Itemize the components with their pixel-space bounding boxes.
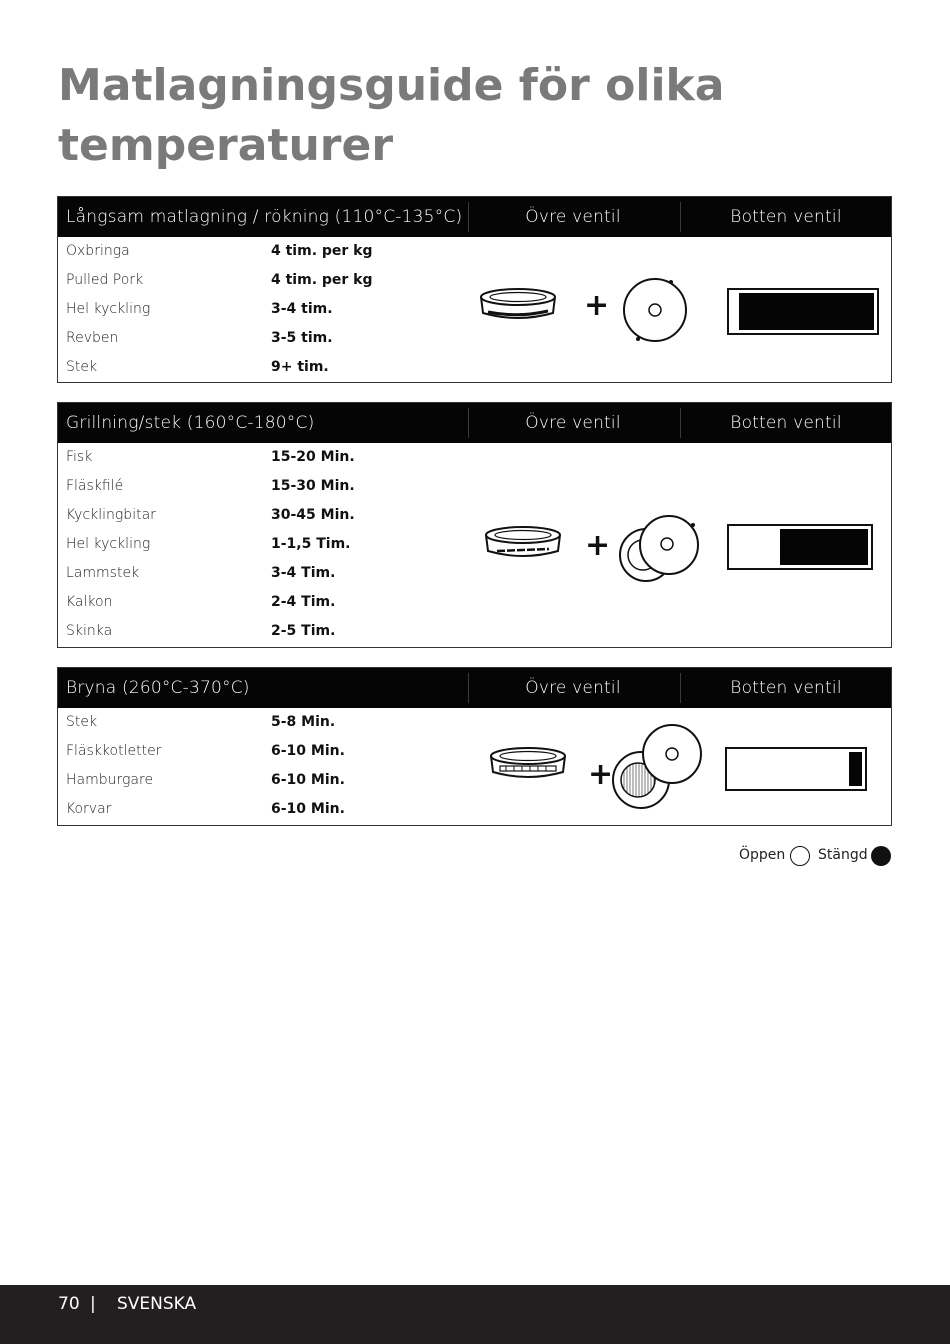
cook-time: 3-4 tim.: [271, 301, 333, 317]
upper-vent-illustration: [483, 513, 708, 585]
table-row: [58, 530, 458, 559]
bottom-vent-closed-fill: [780, 529, 868, 565]
cook-time: 15-30 Min.: [271, 478, 355, 494]
cook-time: 3-4 Tim.: [271, 565, 336, 581]
section-header: [58, 403, 891, 443]
upper-vent-label: Övre ventil: [525, 207, 621, 227]
footer-language: SVENSKA: [117, 1294, 197, 1314]
bottom-vent-slider: [727, 524, 873, 570]
vent-disc-icon: [613, 725, 701, 808]
section-grilling: [57, 402, 892, 648]
food-name: Pulled Pork: [66, 272, 144, 288]
vent-disc-icon: [624, 279, 686, 341]
section-title: Bryna (260°C-370°C): [66, 678, 250, 698]
table-row: [58, 443, 458, 472]
lower-vent-label: Botten ventil: [730, 413, 842, 433]
food-name: Fläskfilé: [66, 478, 124, 494]
cook-time: 6-10 Min.: [271, 743, 345, 759]
table-row: [58, 324, 458, 353]
upper-vent-label: Övre ventil: [525, 413, 621, 433]
cook-time: 4 tim. per kg: [271, 243, 373, 259]
table-row: [58, 237, 458, 266]
food-name: Kalkon: [66, 594, 113, 610]
bottom-vent-slider: [727, 288, 879, 335]
lid-vent-icon: [481, 289, 555, 318]
cook-time: 15-20 Min.: [271, 449, 355, 465]
table-row: [58, 588, 458, 617]
table-row: [58, 501, 458, 530]
table-row: [58, 472, 458, 501]
table-row: [58, 737, 458, 766]
upper-vent-illustration: [478, 275, 698, 347]
section-searing: [57, 667, 892, 826]
footer-separator: |: [90, 1294, 96, 1314]
food-name: Hamburgare: [66, 772, 154, 788]
food-name: Fläskkotletter: [66, 743, 162, 759]
lower-vent-label: Botten ventil: [730, 207, 842, 227]
section-title: Grillning/stek (160°C-180°C): [66, 413, 315, 433]
cook-time: 9+ tim.: [271, 359, 329, 375]
food-name: Revben: [66, 330, 119, 346]
table-row: [58, 766, 458, 795]
table-row: [58, 617, 458, 646]
food-name: Oxbringa: [66, 243, 130, 259]
table-row: [58, 295, 458, 324]
section-header: [58, 197, 891, 237]
cook-time: 4 tim. per kg: [271, 272, 373, 288]
cook-time: 2-5 Tim.: [271, 623, 336, 639]
vent-disc-icon: [620, 516, 698, 581]
section-slow-cooking: [57, 196, 892, 383]
cook-time: 5-8 Min.: [271, 714, 336, 730]
cook-time: 3-5 tim.: [271, 330, 333, 346]
food-name: Kycklingbitar: [66, 507, 156, 523]
table-row: [58, 559, 458, 588]
cook-time: 6-10 Min.: [271, 772, 345, 788]
section-title: Långsam matlagning / rökning (110°C-135°C): [66, 207, 463, 227]
food-name: Hel kyckling: [66, 536, 151, 552]
bottom-vent-closed-fill: [739, 293, 874, 330]
plus-icon: +: [588, 757, 614, 792]
food-name: Lammstek: [66, 565, 140, 581]
cook-time: 30-45 Min.: [271, 507, 355, 523]
lid-vent-icon: [486, 527, 560, 556]
food-name: Stek: [66, 714, 98, 730]
food-name: Skinka: [66, 623, 113, 639]
open-circle-icon: [790, 846, 810, 866]
table-row: [58, 353, 458, 382]
table-row: [58, 708, 458, 737]
section-header: [58, 668, 891, 708]
food-name: Fisk: [66, 449, 93, 465]
cook-time: 6-10 Min.: [271, 801, 345, 817]
bottom-vent-closed-fill: [849, 752, 862, 786]
plus-icon: +: [585, 528, 611, 563]
legend-open-label: Öppen: [739, 847, 786, 863]
upper-vent-illustration: [488, 724, 718, 810]
plus-icon: +: [584, 288, 610, 323]
cook-time: 1-1,5 Tim.: [271, 536, 351, 552]
lid-vent-icon: [491, 748, 565, 777]
page-number: 70: [58, 1294, 80, 1314]
page-title: Matlagningsguide för olika temperaturer: [58, 60, 725, 171]
food-name: Korvar: [66, 801, 112, 817]
closed-circle-icon: [871, 846, 891, 866]
lower-vent-label: Botten ventil: [730, 678, 842, 698]
table-row: [58, 795, 458, 824]
bottom-vent-slider: [725, 747, 867, 791]
food-name: Stek: [66, 359, 98, 375]
cook-time: 2-4 Tim.: [271, 594, 336, 610]
food-name: Hel kyckling: [66, 301, 151, 317]
legend-closed-label: Stängd: [818, 847, 868, 863]
table-row: [58, 266, 458, 295]
page-footer: [0, 1285, 950, 1344]
upper-vent-label: Övre ventil: [525, 678, 621, 698]
